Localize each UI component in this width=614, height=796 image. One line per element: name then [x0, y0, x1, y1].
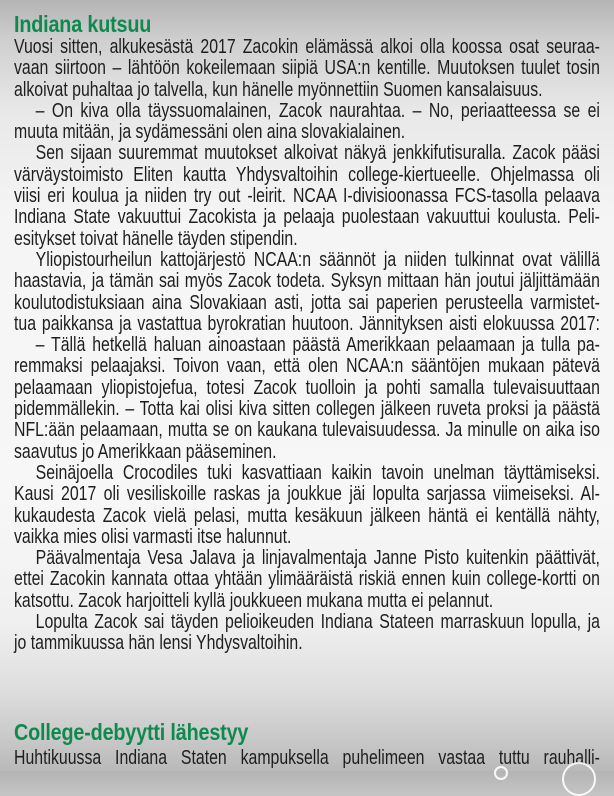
section-body-college-debyytti	[14, 747, 600, 768]
text-line	[14, 747, 600, 768]
text-line	[14, 398, 600, 419]
text-line-content: Kausi 2017 oli vesiliskoille raskas ja joukkue jäi lopulta sarjassa viimeiseksi. Al-	[14, 482, 600, 506]
text-line-content: vaikka mies olisi varmasti itse halunnut.	[14, 524, 292, 548]
text-line	[14, 632, 600, 653]
text-line	[14, 206, 600, 227]
text-line	[14, 292, 600, 313]
text-line-content: koulutodistuksiaan aina Slovakiaan asti, jotta sai paperien perusteella varmistet-	[14, 290, 600, 314]
text-line-content: ettei Zacokin kannata ottaa yhtään ylimääräistä riskiä ennen kuin college-kortti on	[14, 567, 600, 591]
text-line	[14, 547, 600, 568]
text-line	[14, 483, 600, 504]
text-line	[14, 355, 600, 376]
text-line	[14, 36, 600, 57]
text-line-content: Vuosi sitten, alkukesästä 2017 Zacokin elämässä alkoi olla koossa osat seuraa-	[14, 35, 600, 58]
text-line-content: kukaudesta Zacok vielä pelasi, mutta kesäkuun jälkeen häntä ei kentällä nähty,	[14, 503, 600, 527]
text-line-content: Sen sijaan suuremmat muutokset alkoivat näkyä jenkkifutisuralla. Zacok pääsi	[35, 141, 600, 165]
text-line	[14, 313, 600, 334]
section-heading-college-debyytti: College-debyytti lähestyy	[14, 719, 249, 745]
text-line	[14, 100, 600, 121]
text-line	[14, 526, 600, 547]
text-line-content: remmaksi pelaajaksi. Toivon vaan, että olen NCAA:n sääntöjen mukaan pätevä	[14, 354, 600, 378]
text-line-content: alkoivat puhaltaa jo talvella, kun hänelle myönnettiin Suomen kansalaisuus.	[14, 77, 543, 101]
text-line-content: – Tällä hetkellä haluan ainoastaan päästä Amerikkaan pelaamaan ja tulla pa-	[35, 333, 600, 357]
text-line-content: Päävalmentaja Vesa Jalava ja linjavalmentaja Janne Pisto kuitenkin päättivät,	[35, 546, 600, 570]
text-line-content: haastavia, ja tämän sai myös Zacok todeta. Syksyn mittaan hän joutui jäljittämään	[14, 269, 600, 293]
text-line-content: värväystoimisto Eliten kautta Yhdysvaltoihin college-kiertueelle. Ohjelmassa oli	[14, 162, 600, 186]
text-line	[14, 164, 600, 185]
text-line-content: pelaamaan yliopistojefua, totesi Zacok tuolloin ja pohti samalla tulevaisuuttaan	[14, 375, 600, 399]
text-line	[14, 334, 600, 355]
decorative-circle-large	[562, 762, 596, 796]
text-line-content: Huhtikuussa Indiana Staten kampuksella puhelimeen vastaa tuttu rauhalli-	[14, 746, 600, 769]
text-line-content: saavutus jo Amerikkaan pääseminen.	[14, 439, 277, 463]
text-line-content: pidemmällekin. – Totta kai olisi kiva sitten collegen jälkeen ruveta proksi ja päästä	[14, 397, 600, 421]
text-line	[14, 419, 600, 440]
text-line	[14, 462, 600, 483]
text-line	[14, 441, 600, 462]
text-line	[14, 142, 600, 163]
text-line	[14, 568, 600, 589]
text-line-content: katsottu. Zacok harjoitteli kyllä joukkueen mukana mutta ei pelannut.	[14, 588, 494, 612]
text-line-content: muuta mitään, ja sydämessäni olen aina slovakialainen.	[14, 120, 406, 144]
text-line	[14, 228, 600, 249]
text-line-content: Seinäjoella Crocodiles tuki kasvattiaan kaikin tavoin unelman täyttämiseksi.	[35, 460, 600, 484]
decorative-circle-small	[494, 766, 508, 780]
text-line	[14, 611, 600, 632]
text-line	[14, 505, 600, 526]
text-line-content: Lopulta Zacok sai täyden pelioikeuden Indiana Stateen marraskuun lopulla, ja	[35, 610, 600, 634]
text-line	[14, 377, 600, 398]
text-line	[14, 57, 600, 78]
text-line	[14, 249, 600, 270]
text-line-content: viisi eri koulua ja niiden try out -leirit. NCAA I-divisioonassa FCS-tasolla pelaava	[14, 184, 600, 208]
text-line-content: Yliopistourheilun kattojärjestö NCAA:n säännöt ja niiden tulkinnat ovat välillä	[35, 247, 600, 271]
text-line-content: vaan siirtoon – lähtöön kokeilemaan siipiä USA:n kentille. Muutoksen tuulet tosin	[14, 56, 600, 80]
section-heading-indiana-kutsuu: Indiana kutsuu	[14, 11, 152, 37]
text-line	[14, 79, 600, 100]
text-line-content: – On kiva olla täyssuomalainen, Zacok naurahtaa. – No, periaatteessa se ei	[35, 98, 600, 122]
text-line-content: jo tammikuussa hän lensi Yhdysvaltoihin.	[14, 631, 303, 655]
text-line	[14, 590, 600, 611]
text-line	[14, 185, 600, 206]
text-line	[14, 121, 600, 142]
section-body-indiana-kutsuu	[14, 36, 600, 654]
text-line-content: esitykset toivat hänelle täyden stipendin.	[14, 226, 298, 250]
text-line-content: NFL:ään pelaamaan, mutta se on kaukana tulevaisuudessa. Ja minulle on aika iso	[14, 418, 600, 442]
text-line	[14, 270, 600, 291]
text-line-content: Indiana State vakuuttui Zacokista ja pelaaja puolestaan vakuuttui koulusta. Peli-	[14, 205, 600, 229]
text-line-content: tua paikkansa ja vastattua byrokratian huutoon. Jännityksen aisti elokuussa 2017:	[14, 311, 600, 335]
